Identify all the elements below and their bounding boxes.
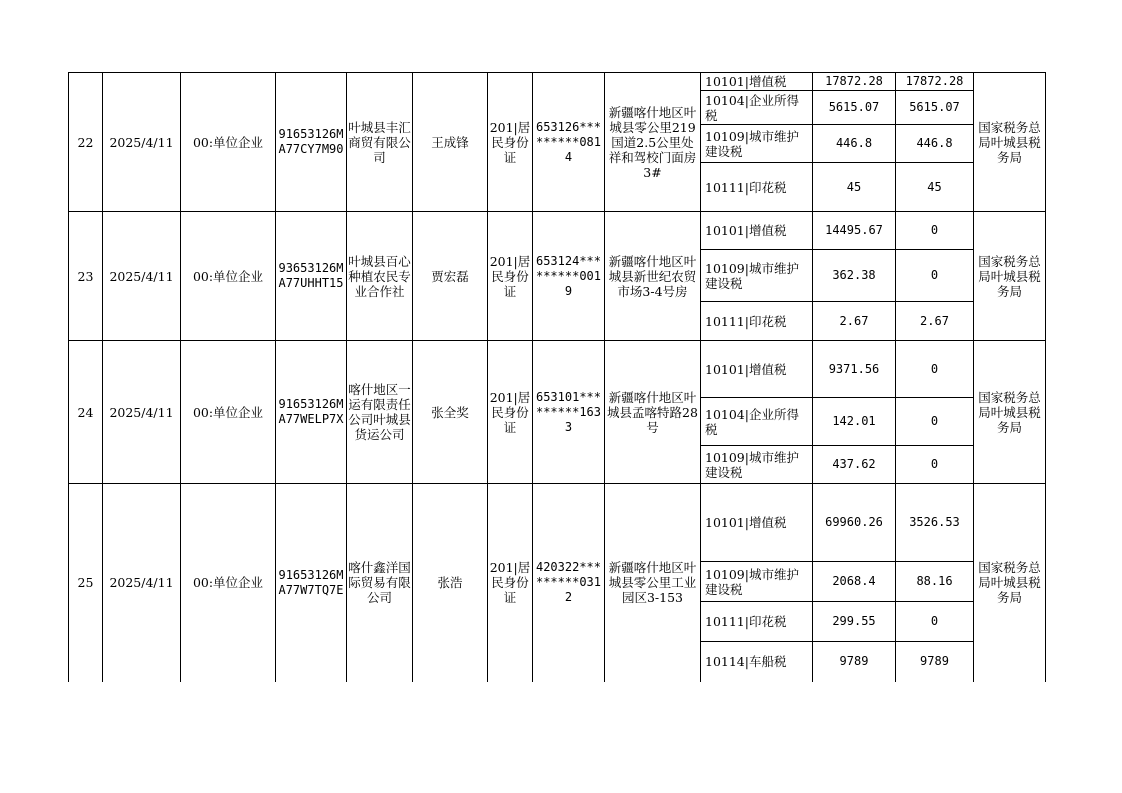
tax-amount-cell: 17872.28 (813, 73, 896, 91)
tax-item-cell: 10104|企业所得税 (701, 91, 813, 125)
seq-cell: 25 (69, 484, 103, 682)
table-row (69, 73, 1046, 91)
tax-item-cell: 10111|印花税 (701, 602, 813, 642)
tax-amount-cell: 9789 (813, 642, 896, 682)
address-cell: 新疆喀什地区叶城县零公里219国道2.5公里处祥和驾校门面房3# (605, 73, 701, 212)
tax-owed-cell: 0 (896, 212, 974, 250)
tax-authority-cell: 国家税务总局叶城县税务局 (974, 212, 1046, 341)
id-type-cell: 201|居民身份证 (488, 73, 533, 212)
id-type-cell: 201|居民身份证 (488, 212, 533, 341)
tax-amount-cell: 437.62 (813, 446, 896, 484)
seq-cell: 24 (69, 341, 103, 484)
tax-authority-cell: 国家税务总局叶城县税务局 (974, 73, 1046, 212)
date-cell: 2025/4/11 (103, 341, 181, 484)
address-cell: 新疆喀什地区叶城县新世纪农贸市场3-4号房 (605, 212, 701, 341)
tax-owed-cell: 17872.28 (896, 73, 974, 91)
tax-amount-cell: 446.8 (813, 125, 896, 163)
id-number-cell: 653101*********1633 (533, 341, 605, 484)
address-cell: 新疆喀什地区叶城县零公里工业园区3-153 (605, 484, 701, 682)
tax-owed-cell: 0 (896, 398, 974, 446)
taxpayer-type-cell: 00:单位企业 (181, 484, 276, 682)
id-number-cell: 653126*********0814 (533, 73, 605, 212)
tax-item-cell: 10109|城市维护建设税 (701, 250, 813, 302)
taxpayer-name-cell: 叶城县百心种植农民专业合作社 (347, 212, 413, 341)
tax-amount-cell: 14495.67 (813, 212, 896, 250)
tax-owed-cell: 3526.53 (896, 484, 974, 562)
tax-item-cell: 10101|增值税 (701, 341, 813, 398)
tax-amount-cell: 45 (813, 163, 896, 212)
credit-code-cell: 93653126MA77UHHT15 (276, 212, 347, 341)
taxpayer-name-cell: 喀什地区一运有限责任公司叶城县货运公司 (347, 341, 413, 484)
tax-item-cell: 10109|城市维护建设税 (701, 446, 813, 484)
tax-authority-cell: 国家税务总局叶城县税务局 (974, 484, 1046, 682)
date-cell: 2025/4/11 (103, 73, 181, 212)
tax-item-cell: 10109|城市维护建设税 (701, 125, 813, 163)
tax-amount-cell: 5615.07 (813, 91, 896, 125)
tax-amount-cell: 362.38 (813, 250, 896, 302)
credit-code-cell: 91653126MA77W7TQ7E (276, 484, 347, 682)
table-row (69, 484, 1046, 562)
tax-amount-cell: 9371.56 (813, 341, 896, 398)
legal-person-cell: 张浩 (413, 484, 488, 682)
legal-person-cell: 张全奖 (413, 341, 488, 484)
legal-person-cell: 王成锋 (413, 73, 488, 212)
tax-amount-cell: 142.01 (813, 398, 896, 446)
tax-owed-cell: 0 (896, 341, 974, 398)
tax-item-cell: 10101|增值税 (701, 212, 813, 250)
tax-arrears-table (68, 72, 1046, 682)
taxpayer-type-cell: 00:单位企业 (181, 341, 276, 484)
tax-owed-cell: 0 (896, 602, 974, 642)
seq-cell: 23 (69, 212, 103, 341)
legal-person-cell: 贾宏磊 (413, 212, 488, 341)
credit-code-cell: 91653126MA77WELP7X (276, 341, 347, 484)
taxpayer-type-cell: 00:单位企业 (181, 73, 276, 212)
table-row (69, 212, 1046, 250)
tax-owed-cell: 2.67 (896, 302, 974, 341)
tax-item-cell: 10114|车船税 (701, 642, 813, 682)
tax-item-cell: 10111|印花税 (701, 163, 813, 212)
tax-owed-cell: 45 (896, 163, 974, 212)
tax-item-cell: 10101|增值税 (701, 484, 813, 562)
tax-item-cell: 10111|印花税 (701, 302, 813, 341)
id-type-cell: 201|居民身份证 (488, 341, 533, 484)
address-cell: 新疆喀什地区叶城县孟喀特路28号 (605, 341, 701, 484)
tax-amount-cell: 2068.4 (813, 562, 896, 602)
tax-item-cell: 10101|增值税 (701, 73, 813, 91)
tax-owed-cell: 9789 (896, 642, 974, 682)
seq-cell: 22 (69, 73, 103, 212)
id-type-cell: 201|居民身份证 (488, 484, 533, 682)
taxpayer-name-cell: 喀什鑫洋国际贸易有限公司 (347, 484, 413, 682)
id-number-cell: 420322*********0312 (533, 484, 605, 682)
credit-code-cell: 91653126MA77CY7M90 (276, 73, 347, 212)
tax-amount-cell: 299.55 (813, 602, 896, 642)
date-cell: 2025/4/11 (103, 484, 181, 682)
tax-owed-cell: 5615.07 (896, 91, 974, 125)
taxpayer-name-cell: 叶城县丰汇商贸有限公司 (347, 73, 413, 212)
table-row (69, 341, 1046, 398)
tax-owed-cell: 88.16 (896, 562, 974, 602)
tax-amount-cell: 2.67 (813, 302, 896, 341)
taxpayer-type-cell: 00:单位企业 (181, 212, 276, 341)
tax-owed-cell: 0 (896, 446, 974, 484)
tax-authority-cell: 国家税务总局叶城县税务局 (974, 341, 1046, 484)
tax-owed-cell: 446.8 (896, 125, 974, 163)
tax-item-cell: 10109|城市维护建设税 (701, 562, 813, 602)
tax-item-cell: 10104|企业所得税 (701, 398, 813, 446)
tax-amount-cell: 69960.26 (813, 484, 896, 562)
date-cell: 2025/4/11 (103, 212, 181, 341)
id-number-cell: 653124*********0019 (533, 212, 605, 341)
tax-owed-cell: 0 (896, 250, 974, 302)
